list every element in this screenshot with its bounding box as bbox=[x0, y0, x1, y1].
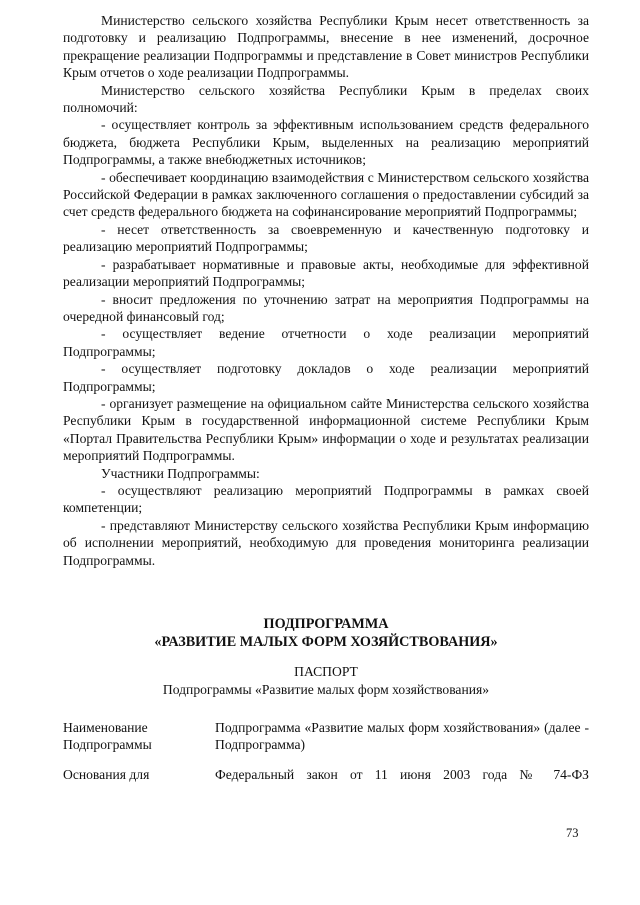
passport-title: ПАСПОРТ bbox=[294, 664, 358, 679]
paragraph-ministry-powers: Министерство сельского хозяйства Республики Крым в пределах своих полномочий: bbox=[63, 82, 589, 116]
passport-label-line: Наименование bbox=[63, 720, 148, 735]
passport-label-line: Основания для bbox=[63, 766, 150, 782]
list-item: - осуществляет ведение отчетности о ходе реализации мероприятий Подпрограммы; bbox=[63, 326, 589, 359]
page-number: 73 bbox=[566, 826, 579, 840]
list-item: - несет ответственность за своевременную и качественную подготовку и реализацию мероприятий Подпрограммы; bbox=[63, 221, 589, 255]
list-item: - обеспечивает координацию взаимодействия с Министерством сельского хозяйства Российской Федерации в рамках заключенного соглашения о предоставлении субсидий за счет средств федерального бюджета на софинансирование мероприятий Подпрограммы; bbox=[63, 169, 589, 220]
list-item: - разрабатывает нормативные и правовые акты, необходимые для эффективной реализации мероприятий Подпрограммы; bbox=[63, 256, 589, 290]
subprogram-heading: ПОДПРОГРАММА bbox=[263, 616, 389, 632]
passport-row-basis bbox=[63, 766, 589, 783]
passport-subtitle: Подпрограммы «Развитие малых форм хозяйствования» bbox=[162, 682, 490, 697]
passport-row-name bbox=[63, 719, 589, 754]
subprogram-title: «РАЗВИТИЕ МАЛЫХ ФОРМ ХОЗЯЙСТВОВАНИЯ» bbox=[154, 634, 498, 650]
passport-label bbox=[63, 719, 215, 754]
passport-value: Подпрограмма «Развитие малых форм хозяйствования» (далее - Подпрограмма) bbox=[215, 720, 589, 753]
list-item: - вносит предложения по уточнению затрат на мероприятия Подпрограммы на очередной финансовый год; bbox=[63, 291, 589, 324]
list-item: - осуществляет контроль за эффективным использованием средств федерального бюджета, бюджета Республики Крым, выделенных на реализацию мероприятий Подпрограммы, а также внебюджетных источников; bbox=[63, 117, 589, 168]
list-item: - осуществляет подготовку докладов о ходе реализации мероприятий Подпрограммы; bbox=[63, 361, 589, 394]
body-text bbox=[63, 12, 589, 569]
passport-label-line: Подпрограммы bbox=[63, 737, 152, 753]
list-item: - организует размещение на официальном сайте Министерства сельского хозяйства Республики Крым в государственной информационной системе Республики Крым «Портал Правительства Республики Крым» информации о ходе и результатах реализации мероприятий Подпрограммы. bbox=[63, 395, 589, 464]
passport-label bbox=[63, 766, 215, 783]
paragraph-participants: Участники Подпрограммы: bbox=[101, 465, 260, 481]
list-item: - представляют Министерству сельского хозяйства Республики Крым информацию об исполнении мероприятий, необходимую для проведения мониторинга реализации Подпрограммы. bbox=[63, 517, 589, 568]
list-item: - осуществляют реализацию мероприятий Подпрограммы в рамках своей компетенции; bbox=[63, 482, 589, 516]
document-page bbox=[63, 12, 589, 783]
passport-value: Федеральный закон от 11 июня 2003 года № 74-ФЗ bbox=[215, 766, 589, 782]
paragraph-responsibility: Министерство сельского хозяйства Республики Крым несет ответственность за подготовку и реализацию Подпрограммы, внесение в нее изменений, досрочное прекращение реализации Подпрограммы и представление в Совет министров Республики Крым отчетов о ходе реализации Подпрограммы. bbox=[63, 13, 589, 81]
